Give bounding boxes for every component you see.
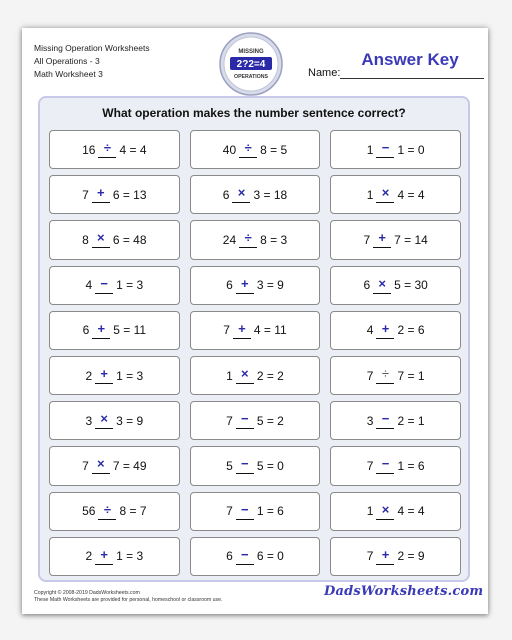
- operation-blank: [236, 457, 254, 474]
- logo-top-text: MISSING: [238, 49, 264, 55]
- equation-rest: 2 = 6: [397, 323, 425, 338]
- operation-blank: [376, 457, 394, 474]
- operation-blank: [233, 322, 251, 339]
- equation-rest: 5 = 11: [113, 323, 147, 338]
- worksheet-series-title: Missing Operation Worksheets: [34, 43, 150, 53]
- equation-rest: 1 = 3: [116, 278, 144, 293]
- operation-blank: [95, 548, 113, 565]
- problem-cell: [49, 492, 180, 531]
- problem-cell: [190, 356, 321, 395]
- operation-answer: ×: [381, 185, 390, 201]
- missing-operations-logo: [219, 32, 283, 96]
- problem-cell: [330, 266, 461, 305]
- equation-rest: 6 = 13: [112, 187, 147, 202]
- problem-cell: [49, 130, 180, 169]
- problem-cell: [190, 130, 321, 169]
- problems-panel: [38, 96, 470, 582]
- equation-rest: 2 = 2: [256, 368, 284, 383]
- operation-blank: [236, 367, 254, 384]
- operation-blank: [376, 412, 394, 429]
- equation-rest: 4 = 11: [253, 323, 287, 338]
- first-operand: 40: [222, 142, 237, 157]
- operation-blank: [376, 186, 394, 203]
- footer-text: [34, 590, 222, 604]
- operation-answer: ÷: [244, 230, 252, 246]
- operation-answer: ×: [97, 456, 105, 472]
- operation-answer: ×: [241, 366, 249, 382]
- operation-answer: −: [100, 275, 108, 291]
- problem-cell: [330, 537, 461, 576]
- first-operand: 2: [85, 549, 93, 564]
- operation-answer: ×: [97, 230, 105, 246]
- problem-cell: [190, 220, 321, 259]
- problem-cell: [190, 311, 321, 350]
- first-operand: 6: [226, 549, 233, 564]
- copyright-notice: Copyright © 2008-2019 DadsWorksheets.com: [34, 590, 140, 596]
- operation-answer: +: [97, 320, 106, 336]
- problem-cell: [330, 130, 461, 169]
- equation-rest: 4 = 4: [397, 187, 425, 202]
- problem-cell: [330, 446, 461, 485]
- operation-blank: [376, 322, 394, 339]
- operation-answer: +: [378, 230, 386, 246]
- problem-cell: [190, 446, 321, 485]
- first-operand: 1: [366, 504, 374, 519]
- operation-answer: ÷: [381, 366, 390, 382]
- first-operand: 7: [366, 549, 374, 564]
- equation-rest: 2 = 9: [397, 549, 425, 564]
- problem-grid: [49, 130, 461, 576]
- operation-blank: [92, 231, 110, 248]
- worksheet-subtitle: All Operations - 3: [34, 56, 100, 66]
- problem-cell: [190, 537, 321, 576]
- logo-equation: 2?2=4: [236, 59, 266, 70]
- operation-answer: −: [381, 456, 390, 472]
- operation-blank: [376, 548, 394, 565]
- operation-answer: −: [381, 140, 390, 156]
- equation-rest: 4 = 4: [397, 504, 425, 519]
- problem-cell: [49, 311, 180, 350]
- operation-blank: [239, 141, 257, 158]
- first-operand: 7: [366, 458, 374, 473]
- equation-rest: 8 = 3: [260, 232, 288, 247]
- first-operand: 8: [82, 232, 89, 247]
- problem-cell: [49, 356, 180, 395]
- equation-rest: 7 = 49: [112, 458, 147, 473]
- operation-blank: [373, 231, 391, 248]
- operation-answer: +: [238, 320, 246, 336]
- equation-rest: 3 = 9: [116, 413, 144, 428]
- logo-bottom-text: OPERATIONS: [234, 74, 268, 80]
- equation-rest: 5 = 0: [256, 458, 284, 473]
- operation-answer: ×: [378, 275, 386, 291]
- problem-cell: [330, 175, 461, 214]
- operation-answer: −: [241, 456, 249, 472]
- operation-blank: [236, 548, 254, 565]
- first-operand: 7: [82, 458, 89, 473]
- first-operand: 7: [226, 504, 233, 519]
- operation-blank: [376, 367, 394, 384]
- problem-cell: [49, 537, 180, 576]
- first-operand: 7: [366, 368, 374, 383]
- first-operand: 16: [82, 142, 96, 157]
- operation-answer: −: [241, 546, 249, 562]
- first-operand: 4: [366, 323, 374, 338]
- problem-cell: [49, 446, 180, 485]
- problem-cell: [49, 266, 180, 305]
- operation-answer: ÷: [244, 140, 252, 156]
- operation-blank: [98, 503, 116, 520]
- first-operand: 5: [226, 458, 233, 473]
- first-operand: 1: [366, 142, 374, 157]
- problem-cell: [330, 356, 461, 395]
- equation-rest: 3 = 18: [253, 187, 288, 202]
- first-operand: 4: [85, 278, 93, 293]
- first-operand: 6: [222, 187, 230, 202]
- operation-answer: ÷: [103, 501, 112, 517]
- operation-blank: [232, 186, 250, 203]
- operation-blank: [239, 231, 257, 248]
- operation-blank: [95, 277, 113, 294]
- first-operand: 3: [366, 413, 374, 428]
- operation-answer: ×: [237, 185, 246, 201]
- equation-rest: 8 = 7: [119, 504, 147, 519]
- dadsworksheets-logo: DadsWorksheets.com: [324, 584, 484, 599]
- worksheet-info: [34, 42, 150, 81]
- operation-answer: ×: [100, 411, 108, 427]
- worksheet-number: Math Worksheet 3: [34, 69, 103, 79]
- first-operand: 3: [85, 413, 93, 428]
- operation-blank: [95, 367, 113, 384]
- operation-blank: [376, 503, 394, 520]
- first-operand: 24: [222, 232, 237, 247]
- operation-blank: [98, 141, 116, 158]
- instructions: What operation makes the number sentence correct?: [102, 106, 406, 120]
- equation-rest: 1 = 6: [256, 504, 284, 519]
- equation-rest: 3 = 9: [256, 278, 284, 293]
- operation-answer: +: [97, 185, 105, 201]
- equation-rest: 2 = 1: [397, 413, 425, 428]
- equation-rest: 1 = 0: [397, 142, 425, 157]
- equation-rest: 1 = 6: [397, 458, 425, 473]
- first-operand: 6: [226, 278, 233, 293]
- answer-key-title: Answer Key: [361, 50, 459, 69]
- operation-answer: ÷: [103, 140, 112, 156]
- problem-cell: [49, 220, 180, 259]
- equation-rest: 1 = 3: [116, 368, 144, 383]
- problem-cell: [190, 266, 321, 305]
- equation-rest: 7 = 14: [394, 232, 428, 247]
- equation-rest: 5 = 2: [256, 413, 284, 428]
- problem-cell: [49, 401, 180, 440]
- problem-cell: [330, 401, 461, 440]
- first-operand: 7: [363, 232, 371, 247]
- operation-answer: +: [100, 546, 108, 562]
- operation-answer: −: [241, 501, 249, 517]
- problem-cell: [190, 401, 321, 440]
- worksheet-page: [22, 28, 488, 614]
- problem-cell: [330, 311, 461, 350]
- first-operand: 7: [82, 187, 89, 202]
- problem-cell: [49, 175, 180, 214]
- operation-blank: [236, 277, 254, 294]
- equation-rest: 6 = 0: [256, 549, 284, 564]
- name-label: Name:: [308, 67, 341, 79]
- first-operand: 56: [82, 504, 96, 519]
- problem-cell: [190, 492, 321, 531]
- name-line: [340, 78, 484, 79]
- first-operand: 1: [226, 368, 233, 383]
- usage-notice: These Math Worksheets are provided for personal, homeschool or classroom use.: [34, 597, 223, 603]
- operation-blank: [373, 277, 391, 294]
- operation-answer: −: [241, 411, 249, 427]
- operation-answer: +: [241, 275, 249, 291]
- operation-answer: −: [381, 411, 390, 427]
- first-operand: 1: [366, 187, 374, 202]
- problem-cell: [330, 492, 461, 531]
- first-operand: 6: [363, 278, 371, 293]
- first-operand: 6: [82, 323, 90, 338]
- operation-blank: [92, 322, 110, 339]
- operation-answer: +: [381, 546, 390, 562]
- operation-answer: ×: [381, 501, 390, 517]
- problem-cell: [330, 220, 461, 259]
- equation-rest: 5 = 30: [394, 278, 428, 293]
- equation-rest: 4 = 4: [119, 142, 147, 157]
- equation-rest: 1 = 3: [116, 549, 144, 564]
- first-operand: 7: [223, 323, 230, 338]
- equation-rest: 7 = 1: [397, 368, 425, 383]
- equation-rest: 8 = 5: [260, 142, 288, 157]
- operation-answer: +: [100, 366, 108, 382]
- operation-answer: +: [381, 320, 390, 336]
- problem-cell: [190, 175, 321, 214]
- operation-blank: [95, 412, 113, 429]
- first-operand: 7: [226, 413, 233, 428]
- first-operand: 2: [85, 368, 93, 383]
- operation-blank: [236, 503, 254, 520]
- operation-blank: [236, 412, 254, 429]
- operation-blank: [376, 141, 394, 158]
- operation-blank: [92, 186, 110, 203]
- operation-blank: [92, 457, 110, 474]
- equation-rest: 6 = 48: [112, 232, 147, 247]
